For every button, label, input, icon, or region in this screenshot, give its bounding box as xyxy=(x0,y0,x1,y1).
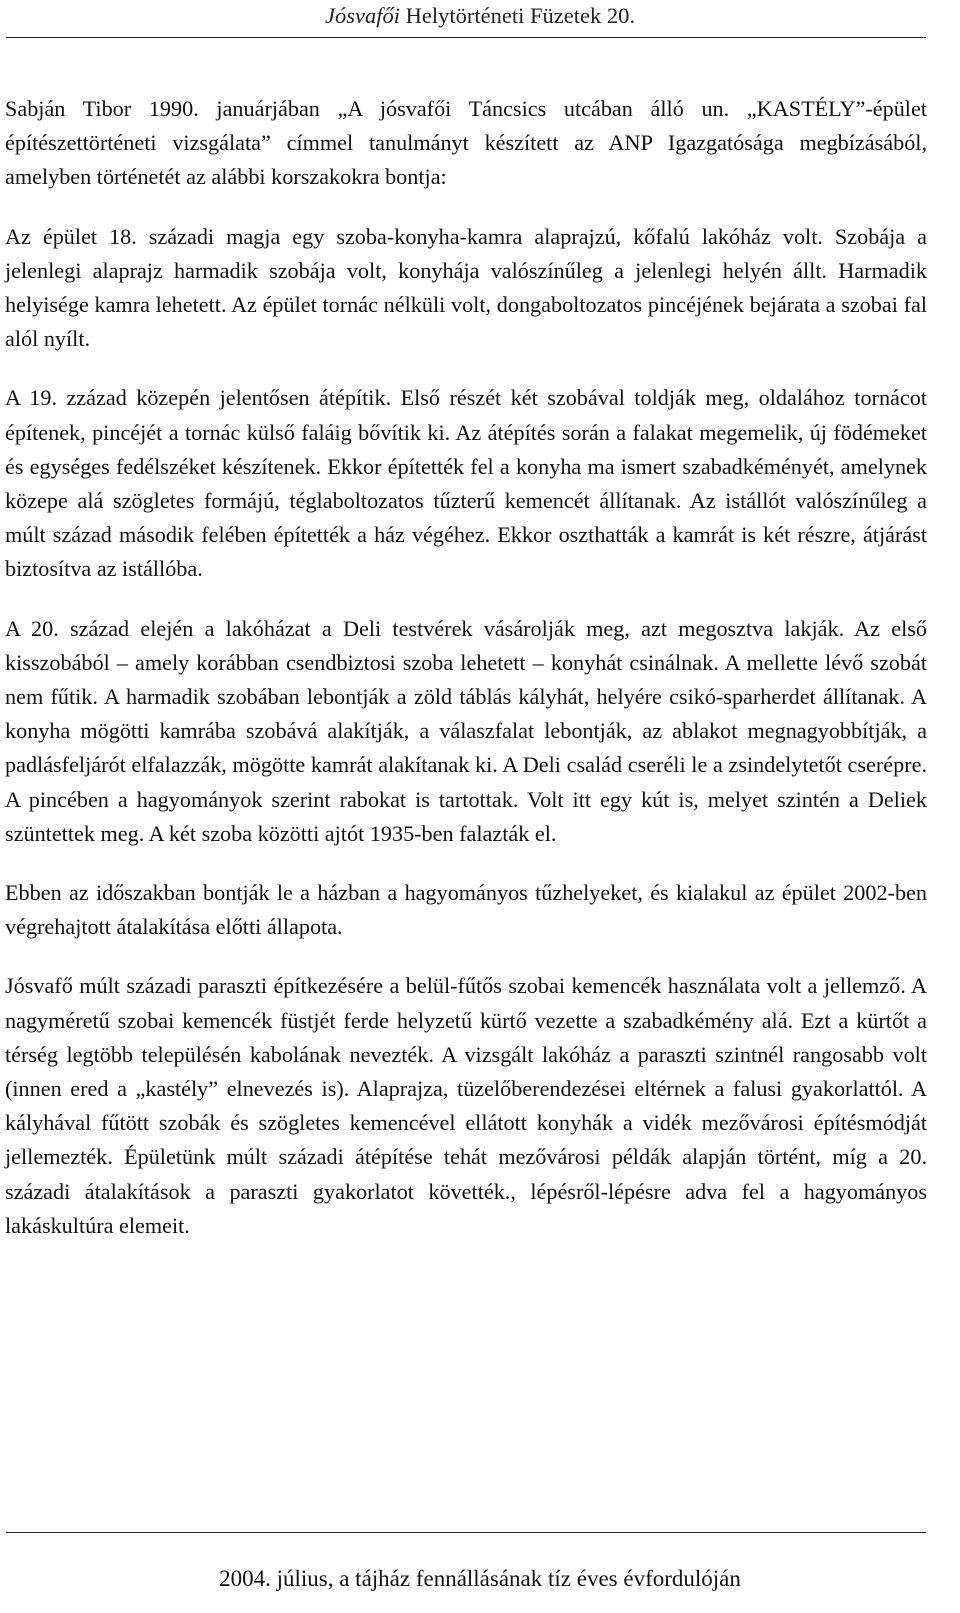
paragraph-20th-century: A 20. század elején a lakóházat a Deli testvérek vásárolják meg, azt megosztva lakják. Az első kisszobából – amely korábban csendbiztosi szoba lehetett – konyhát csinálnak. A mellette lévő szobát nem fűtik. A harmadik szobában lebontják a zöld táblás kályhát, helyére csikó-sparherdet állítanak. A konyha mögötti kamrába szobává alakítják, a válaszfalat lebontják, az ablakot megnagyobbítják, a padlásfeljárót elfalazzák, mögötte kamrát alakítanak ki. A Deli család cseréli le a zsindelytetőt cserépre. A pincében a hagyományok szerint rabokat is tartottak. Volt itt egy kút is, melyet szintén a Deliek szüntettek meg. A két szoba közötti ajtót 1935-ben falazták el. xyxy=(5,615,927,846)
paragraph-19th-century: A 19. zzázad közepén jelentősen átépítik. Első részét két szobával toldják meg, oldalához tornácot építenek, pincéjét a tornác külső faláig bővítik ki. Az átépítés során a falakat megemelik, új födémeket és egységes fedélszéket készítenek. Ekkor építették fel a konyha ma ismert szabadkéményét, amelynek közepe alá szögletes formájú, téglaboltozatos tűzterű kemencét állítanak. Az istállót valószínűleg a múlt század második felében építették a ház végéhez. Ekkor oszthatták a kamrát is két részre, átjárást biztosítva az istállóba. xyxy=(5,385,927,582)
footer-divider xyxy=(6,1532,926,1533)
paragraph-18th-century: Az épület 18. századi magja egy szoba-konyha-kamra alaprajzú, kőfalú lakóház volt. Szobája a jelenlegi alaprajz harmadik szobája volt, konyhája valószínűleg a jelenlegi helyén állt. Harmadik helyisége kamra lehetett. Az épület tornác nélküli volt, dongaboltozatos pincéjének bejárata a szobai fal alól nyílt. xyxy=(5,223,927,352)
running-footer: 2004. július, a tájház fennállásának tíz éves évfordulóján xyxy=(219,1566,741,1591)
paragraph-period: Ebben az időszakban bontják le a házban a hagyományos tűzhelyeket, és kialakul az épület 2002-ben végrehajtott átalakítása előtti állapota. xyxy=(5,880,927,940)
body-text xyxy=(5,92,927,1268)
header-title-rest: Helytörténeti Füzetek 20. xyxy=(400,3,635,28)
running-header xyxy=(0,2,960,30)
header-divider xyxy=(6,37,926,38)
header-title-italic: Jósvafői xyxy=(325,3,401,28)
paragraph-intro: Sabján Tibor 1990. januárjában „A jósvafői Táncsics utcában álló un. „KASTÉLY”-épület építészettörténeti vizsgálata” címmel tanulmányt készített az ANP Igazgatósága megbízásából, amelyben történetét az alábbi korszakokra bontja: xyxy=(5,96,927,190)
paragraph-conclusion: Jósvafő múlt századi paraszti építkezésére a belül-fűtős szobai kemencék használata volt a jellemző. A nagyméretű szobai kemencék füstjét ferde helyzetű kürtő vezette a szabadkémény alá. Ezt a kürtőt a térség legtöbb településén kabolának nevezték. A vizsgált lakóház a paraszti szintnél rangosabb volt (innen ered a „kastély” elnevezés is). Alaprajza, tüzelőberendezései eltérnek a falusi gyakorlattól. A kályhával fűtött szobák és szögletes kemencével ellátott konyhák a vidék mezővárosi építésmódját jellemezték. Épületünk múlt századi átépítése tehát mezővárosi példák alapján történt, míg a 20. századi átalakítások a paraszti gyakorlatot követték., lépésről-lépésre adva fel a hagyományos lakáskultúra elemeit. xyxy=(5,973,927,1238)
